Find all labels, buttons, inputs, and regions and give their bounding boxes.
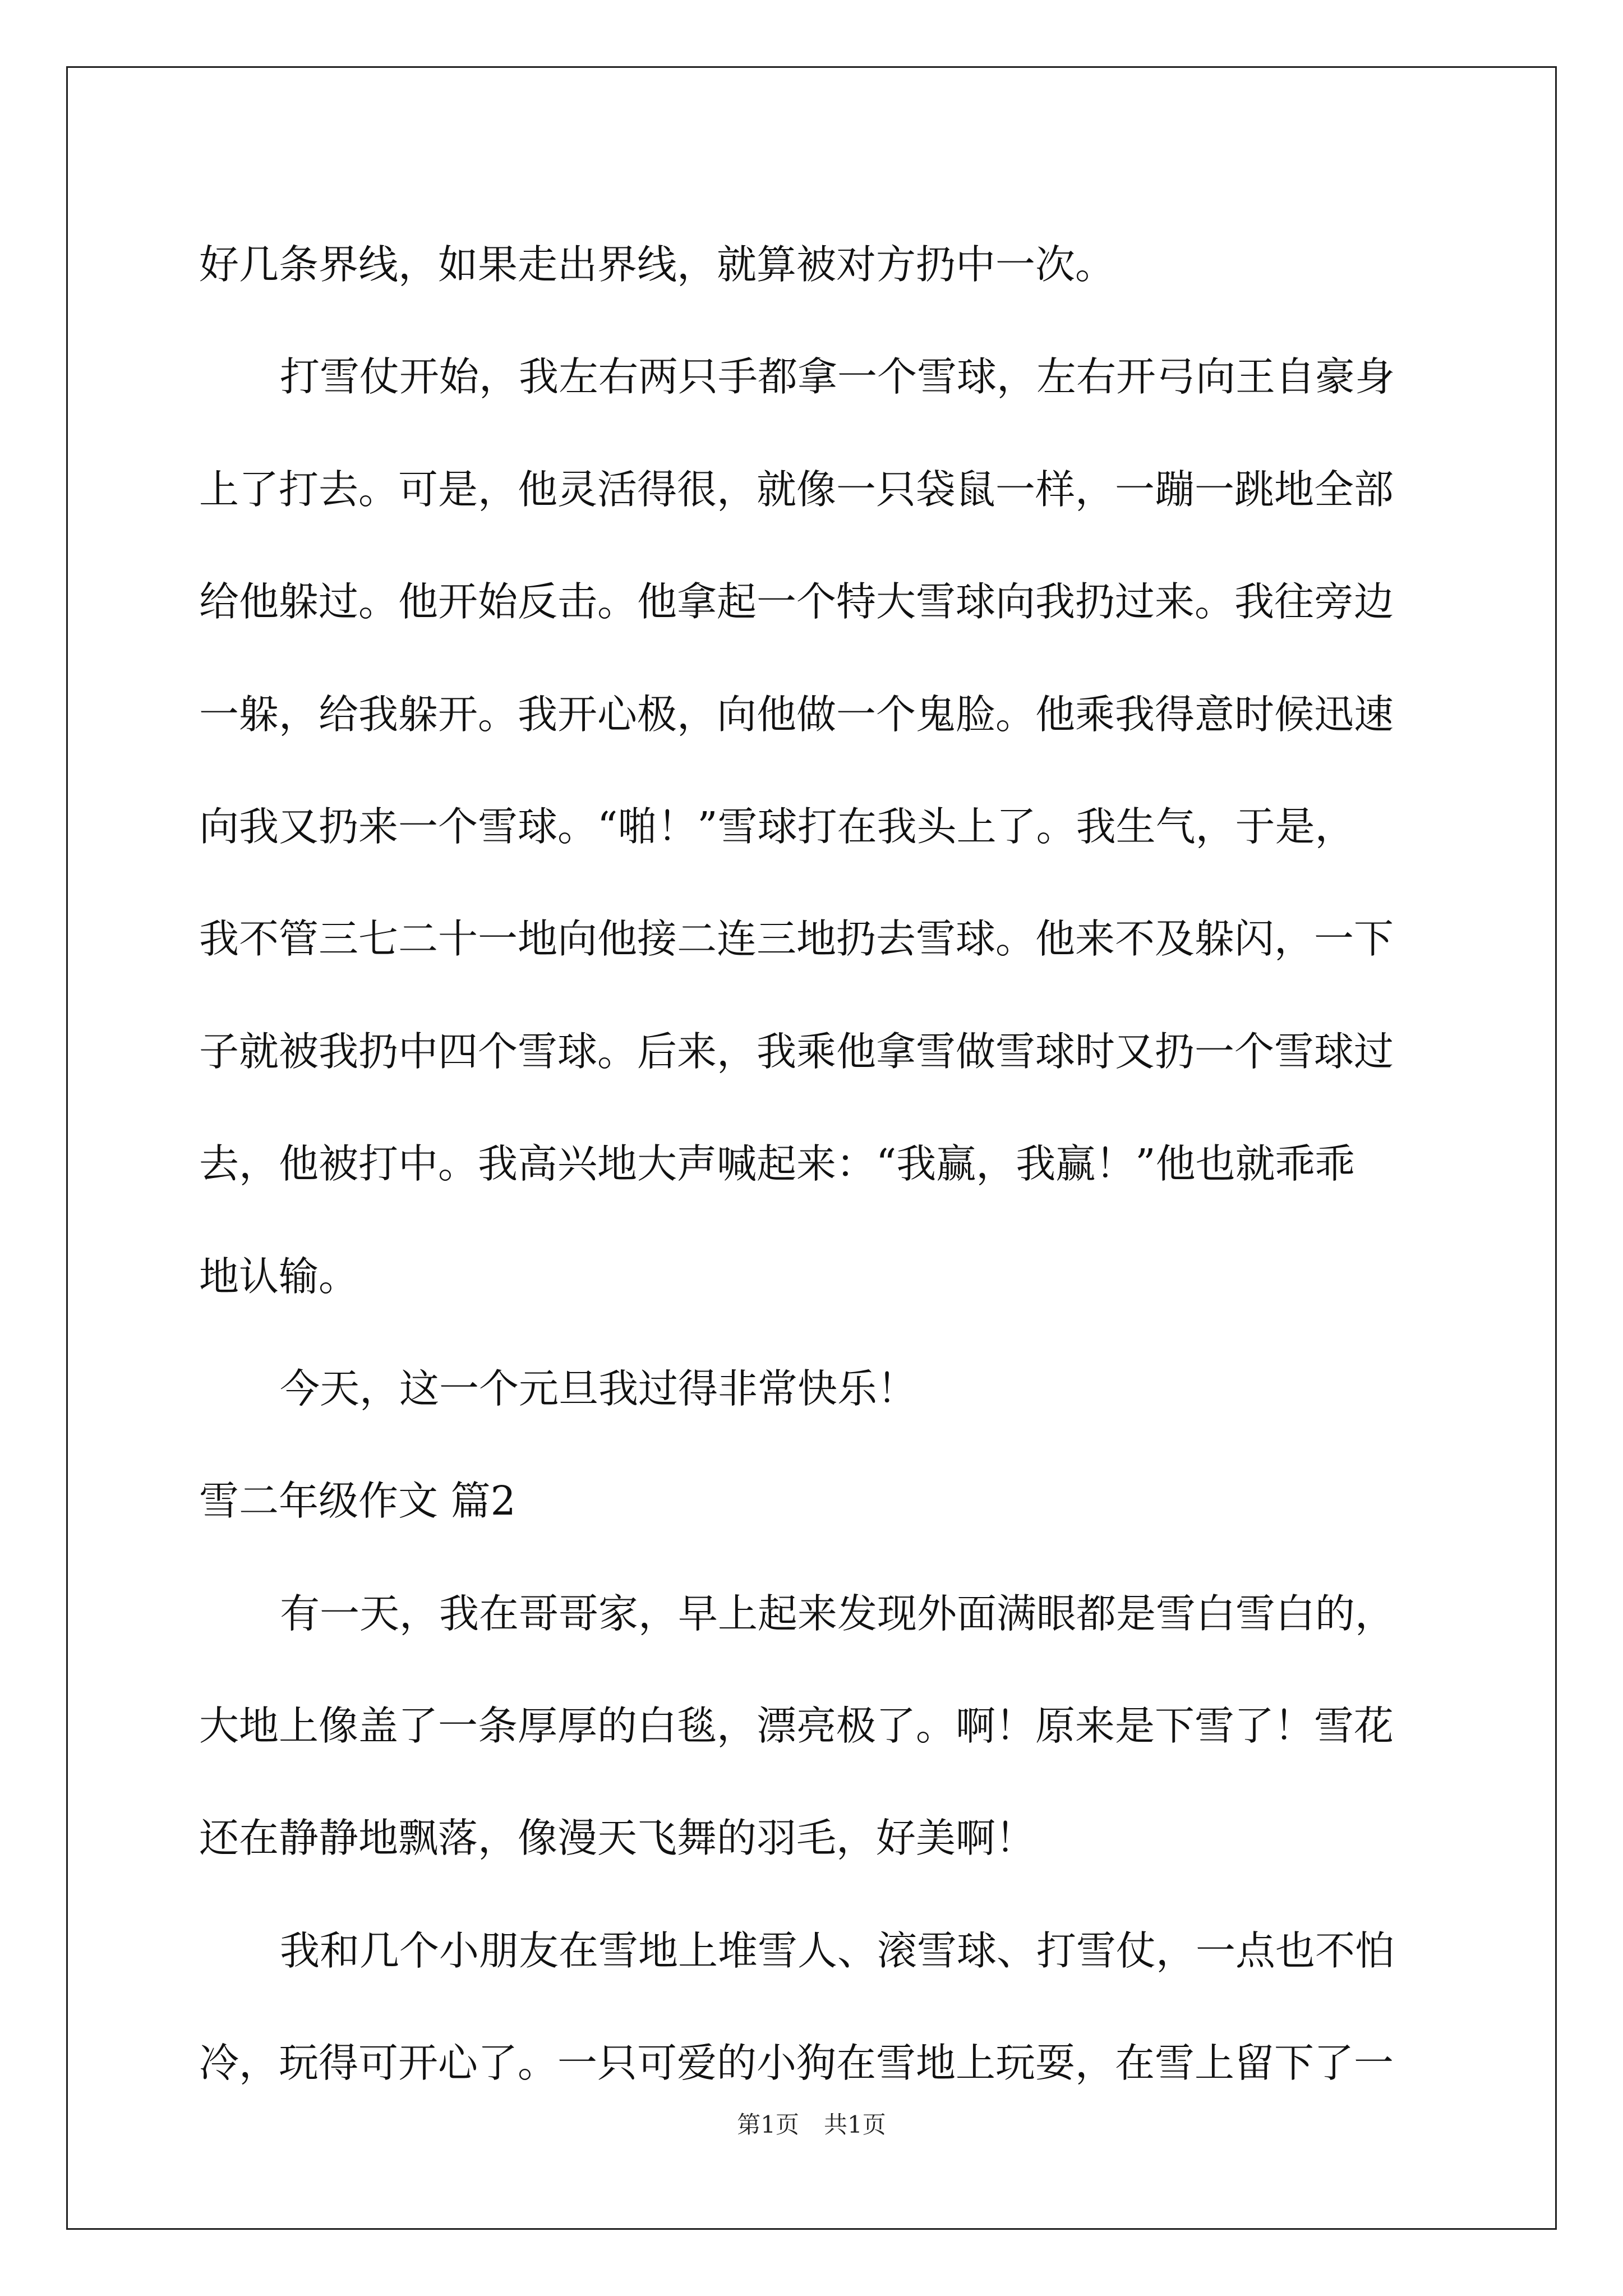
page-number: 第1页 bbox=[737, 2111, 799, 2138]
essay-body bbox=[199, 209, 1424, 2120]
text-line: 向我又扔来一个雪球。“啪！”雪球打在我头上了。我生气，于是， bbox=[199, 803, 1355, 850]
paragraph-line: 今天，这一个元旦我过得非常快乐！ bbox=[280, 1365, 917, 1412]
text-line: 大地上像盖了一条厚厚的白毯，漂亮极了。啊！原来是下雪了！雪花 bbox=[199, 1703, 1394, 1750]
text-line: 地认输。 bbox=[199, 1253, 359, 1300]
text-line: 上了打去。可是，他灵活得很，就像一只袋鼠一样，一蹦一跳地全部 bbox=[199, 466, 1394, 513]
paragraph-line: 有一天，我在哥哥家，早上起来发现外面满眼都是雪白雪白的， bbox=[280, 1590, 1395, 1637]
text-line: 冷，玩得可开心了。一只可爱的小狗在雪地上玩耍，在雪上留下了一 bbox=[199, 2040, 1394, 2087]
text-line: 我不管三七二十一地向他接二连三地扔去雪球。他来不及躲闪，一下 bbox=[199, 915, 1394, 963]
page-total: 共1页 bbox=[824, 2111, 886, 2138]
text-line: 好几条界线，如果走出界线，就算被对方扔中一次。 bbox=[199, 241, 1115, 288]
page-footer bbox=[0, 2106, 1623, 2140]
text-line: 子就被我扔中四个雪球。后来，我乘他拿雪做雪球时又扔一个雪球过 bbox=[199, 1028, 1394, 1075]
text-line: 还在静静地飘落，像漫天飞舞的羽毛，好美啊！ bbox=[199, 1815, 1036, 1862]
text-line: 一躲，给我躲开。我开心极，向他做一个鬼脸。他乘我得意时候迅速 bbox=[199, 691, 1394, 738]
text-line: 给他躲过。他开始反击。他拿起一个特大雪球向我扔过来。我往旁边 bbox=[199, 578, 1394, 625]
text-line: 去，他被打中。我高兴地大声喊起来：“我赢，我赢！”他也就乖乖 bbox=[199, 1140, 1355, 1188]
section-heading: 雪二年级作文 篇2 bbox=[199, 1478, 516, 1525]
paragraph-line: 我和几个小朋友在雪地上堆雪人、滚雪球、打雪仗，一点也不怕 bbox=[280, 1927, 1395, 1974]
paragraph-line: 打雪仗开始，我左右两只手都拿一个雪球，左右开弓向王自豪身 bbox=[280, 353, 1395, 401]
